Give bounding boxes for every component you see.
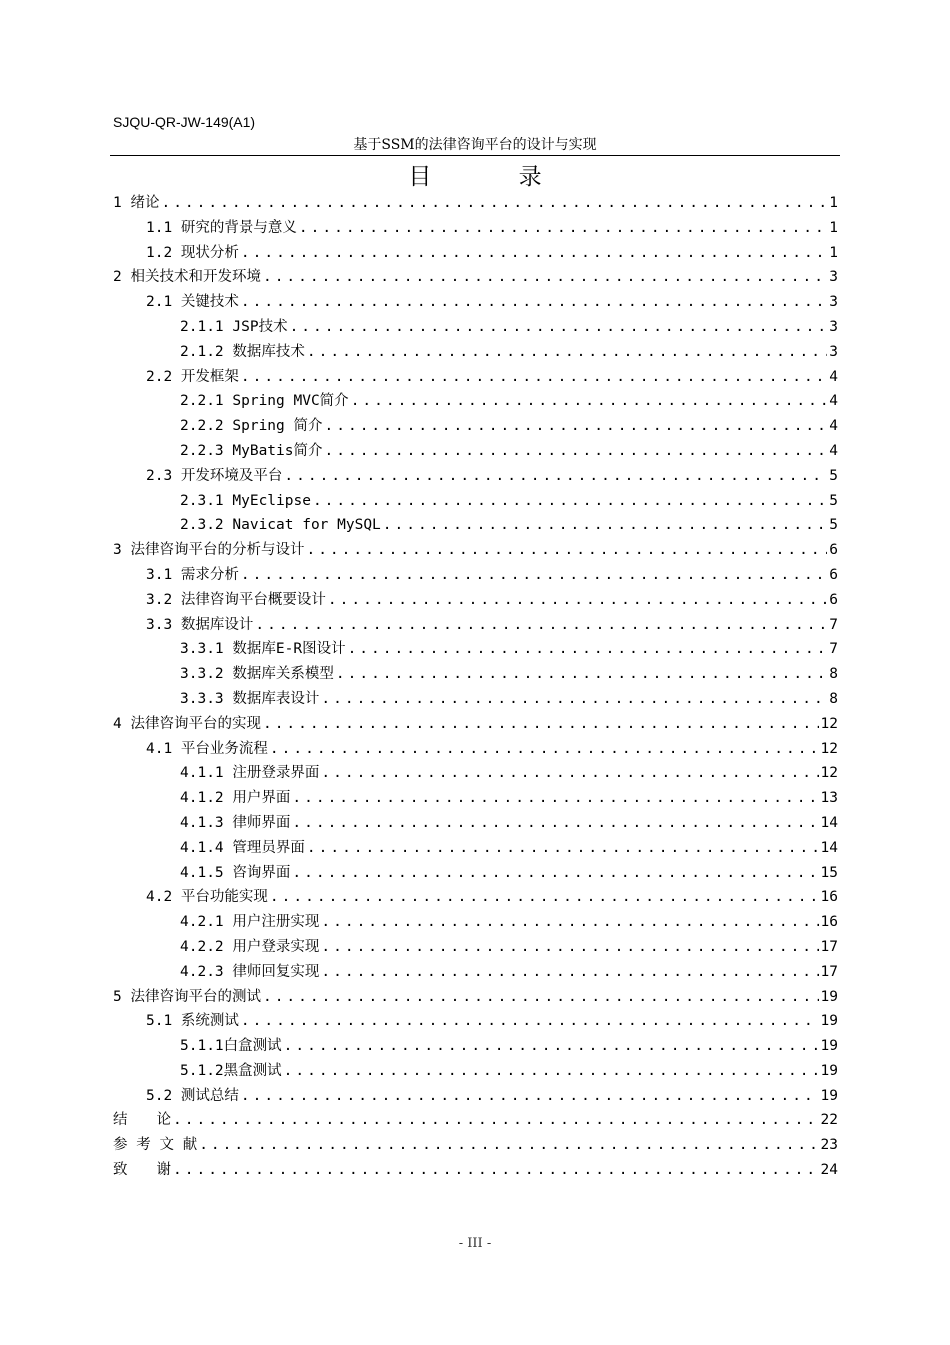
toc-entry-label: 5.1.2黑盒测试 bbox=[180, 1062, 282, 1079]
toc-entry-label: 5.1.1白盒测试 bbox=[180, 1038, 282, 1055]
toc-entry-label: 2.2.2 Spring 简介 bbox=[180, 418, 323, 435]
toc-entry-page: 4 bbox=[829, 368, 838, 385]
toc-entry[interactable] bbox=[113, 613, 838, 638]
toc-dot-leader bbox=[241, 1084, 819, 1109]
toc-entry-label: 4.1.5 咨询界面 bbox=[180, 864, 291, 881]
toc-dot-leader bbox=[299, 216, 827, 241]
toc-dot-leader bbox=[284, 1034, 819, 1059]
toc-entry-page: 6 bbox=[829, 591, 838, 608]
toc-entry-label: 2.1.2 数据库技术 bbox=[180, 343, 305, 360]
toc-entry[interactable] bbox=[113, 1108, 838, 1133]
toc-dot-leader bbox=[321, 761, 818, 786]
toc-entry[interactable] bbox=[113, 687, 838, 712]
toc-dot-leader bbox=[307, 340, 827, 365]
toc-dot-leader bbox=[292, 861, 818, 886]
toc-entry[interactable] bbox=[113, 563, 838, 588]
toc-entry-page: 3 bbox=[829, 318, 838, 335]
toc-entry-page: 19 bbox=[820, 1013, 838, 1030]
toc-dot-leader bbox=[292, 786, 818, 811]
toc-dot-leader bbox=[263, 265, 827, 290]
toc-entry-label: 致 谢 bbox=[113, 1162, 171, 1179]
toc-dot-leader bbox=[173, 1158, 819, 1183]
toc-entry-label: 4.1.3 律师界面 bbox=[180, 814, 291, 831]
toc-entry[interactable] bbox=[113, 786, 838, 811]
toc-entry[interactable] bbox=[113, 1133, 838, 1158]
toc-entry-label: 2.1 关键技术 bbox=[146, 294, 239, 311]
toc-entry-page: 4 bbox=[829, 418, 838, 435]
toc-entry[interactable] bbox=[113, 712, 838, 737]
toc-entry[interactable] bbox=[113, 489, 838, 514]
toc-dot-leader bbox=[263, 712, 819, 737]
toc-dot-leader bbox=[321, 910, 818, 935]
toc-dot-leader bbox=[321, 687, 827, 712]
toc-entry-label: 5.2 测试总结 bbox=[146, 1087, 239, 1104]
toc-entry-label: 3.2 法律咨询平台概要设计 bbox=[146, 591, 326, 608]
toc-entry-label: 2.3 开发环境及平台 bbox=[146, 467, 283, 484]
toc-entry-page: 17 bbox=[820, 938, 838, 955]
toc-entry-label: 3.1 需求分析 bbox=[146, 566, 239, 583]
toc-entry[interactable] bbox=[113, 538, 838, 563]
toc-entry[interactable] bbox=[113, 513, 838, 538]
toc-dot-leader bbox=[270, 737, 819, 762]
toc-entry[interactable] bbox=[113, 1034, 838, 1059]
toc-dot-leader bbox=[173, 1108, 819, 1133]
toc-dot-leader bbox=[255, 613, 827, 638]
toc-dot-leader bbox=[241, 241, 827, 266]
page-number: - III - bbox=[458, 1236, 492, 1251]
toc-dot-leader bbox=[325, 414, 828, 439]
toc-entry[interactable] bbox=[113, 985, 838, 1010]
toc-entry-page: 16 bbox=[820, 914, 838, 931]
toc-entry[interactable] bbox=[113, 885, 838, 910]
toc-entry-page: 1 bbox=[829, 244, 838, 261]
toc-entry[interactable] bbox=[113, 216, 838, 241]
table-of-contents bbox=[113, 191, 838, 1183]
toc-entry-page: 3 bbox=[829, 343, 838, 360]
toc-entry[interactable] bbox=[113, 910, 838, 935]
toc-entry-page: 19 bbox=[820, 1038, 838, 1055]
toc-dot-leader bbox=[348, 637, 828, 662]
toc-entry-page: 1 bbox=[829, 195, 838, 211]
toc-entry[interactable] bbox=[113, 960, 838, 985]
toc-entry-label: 1.2 现状分析 bbox=[146, 244, 239, 261]
toc-entry-label: 3.3.1 数据库E-R图设计 bbox=[180, 641, 346, 658]
toc-dot-leader bbox=[270, 885, 819, 910]
toc-entry-label: 4.2.3 律师回复实现 bbox=[180, 963, 320, 980]
toc-entry-page: 16 bbox=[820, 889, 838, 906]
toc-entry-page: 22 bbox=[820, 1112, 838, 1129]
toc-entry[interactable] bbox=[113, 761, 838, 786]
toc-entry[interactable] bbox=[113, 365, 838, 390]
toc-dot-leader bbox=[199, 1133, 818, 1158]
toc-dot-leader bbox=[241, 290, 827, 315]
toc-dot-leader bbox=[290, 315, 828, 340]
toc-entry[interactable] bbox=[113, 836, 838, 861]
toc-dot-leader bbox=[328, 588, 827, 613]
toc-entry-label: 3.3.2 数据库关系模型 bbox=[180, 666, 334, 683]
toc-dot-leader bbox=[241, 563, 827, 588]
toc-entry-page: 7 bbox=[829, 616, 838, 633]
toc-entry-label: 1.1 研究的背景与意义 bbox=[146, 219, 297, 236]
toc-entry[interactable] bbox=[113, 241, 838, 266]
toc-entry-page: 1 bbox=[829, 219, 838, 236]
toc-entry-page: 17 bbox=[820, 963, 838, 980]
toc-entry-label: 4 法律咨询平台的实现 bbox=[113, 715, 261, 732]
toc-entry-page: 15 bbox=[820, 864, 838, 881]
toc-entry[interactable] bbox=[113, 737, 838, 762]
toc-dot-leader bbox=[321, 935, 818, 960]
toc-entry-label: 2.2.1 Spring MVC简介 bbox=[180, 393, 349, 410]
toc-dot-leader bbox=[161, 191, 827, 216]
toc-entry-page: 12 bbox=[820, 740, 838, 757]
toc-entry-label: 4.2 平台功能实现 bbox=[146, 889, 268, 906]
toc-entry-page: 4 bbox=[829, 442, 838, 459]
toc-entry[interactable] bbox=[113, 1059, 838, 1084]
toc-entry[interactable] bbox=[113, 1158, 838, 1183]
toc-entry-label: 4.1 平台业务流程 bbox=[146, 740, 268, 757]
toc-entry-page: 19 bbox=[820, 1087, 838, 1104]
toc-entry-label: 2.3.2 Navicat for MySQL bbox=[180, 517, 381, 534]
toc-entry[interactable] bbox=[113, 414, 838, 439]
toc-dot-leader bbox=[325, 439, 828, 464]
toc-dot-leader bbox=[284, 464, 827, 489]
toc-entry[interactable] bbox=[113, 1009, 838, 1034]
document-code: SJQU-QR-JW-149(A1) bbox=[113, 114, 256, 130]
toc-entry[interactable] bbox=[113, 637, 838, 662]
toc-dot-leader bbox=[292, 811, 818, 836]
toc-entry[interactable] bbox=[113, 315, 838, 340]
toc-entry-page: 6 bbox=[829, 566, 838, 583]
toc-dot-leader bbox=[351, 389, 828, 414]
toc-entry-page: 4 bbox=[829, 393, 838, 410]
toc-entry[interactable] bbox=[113, 662, 838, 687]
toc-entry-page: 14 bbox=[820, 839, 838, 856]
toc-entry-label: 2.1.1 JSP技术 bbox=[180, 318, 288, 335]
toc-entry[interactable] bbox=[113, 290, 838, 315]
toc-entry-label: 参 考 文 献 bbox=[113, 1137, 198, 1154]
toc-entry-page: 19 bbox=[820, 1062, 838, 1079]
header-divider bbox=[110, 155, 840, 156]
toc-entry[interactable] bbox=[113, 464, 838, 489]
toc-dot-leader bbox=[306, 538, 827, 563]
toc-dot-leader bbox=[241, 365, 827, 390]
toc-entry[interactable] bbox=[113, 811, 838, 836]
toc-entry-page: 19 bbox=[820, 988, 838, 1005]
toc-entry[interactable] bbox=[113, 439, 838, 464]
toc-entry-page: 8 bbox=[829, 666, 838, 683]
toc-entry[interactable] bbox=[113, 265, 838, 290]
toc-dot-leader bbox=[313, 489, 827, 514]
toc-entry-label: 2.2.3 MyBatis简介 bbox=[180, 442, 323, 459]
toc-entry[interactable] bbox=[113, 935, 838, 960]
toc-entry[interactable] bbox=[113, 861, 838, 886]
toc-entry-page: 12 bbox=[820, 715, 838, 732]
toc-dot-leader bbox=[307, 836, 819, 861]
toc-entry-label: 3 法律咨询平台的分析与设计 bbox=[113, 542, 305, 559]
toc-entry-page: 5 bbox=[829, 467, 838, 484]
toc-entry-label: 4.2.2 用户登录实现 bbox=[180, 938, 320, 955]
toc-entry-page: 6 bbox=[829, 542, 838, 559]
toc-entry[interactable] bbox=[113, 1084, 838, 1109]
toc-entry-label: 4.1.1 注册登录界面 bbox=[180, 765, 320, 782]
toc-entry-page: 7 bbox=[829, 641, 838, 658]
toc-entry-label: 5.1 系统测试 bbox=[146, 1013, 239, 1030]
toc-entry-label: 2.3.1 MyEclipse bbox=[180, 492, 311, 509]
toc-entry-page: 3 bbox=[829, 269, 838, 286]
toc-entry-page: 23 bbox=[820, 1137, 838, 1154]
toc-entry-page: 8 bbox=[829, 690, 838, 707]
toc-entry-label: 4.2.1 用户注册实现 bbox=[180, 914, 320, 931]
toc-entry-label: 2.2 开发框架 bbox=[146, 368, 239, 385]
toc-entry-page: 24 bbox=[820, 1162, 838, 1179]
toc-entry-label: 1 绪论 bbox=[113, 195, 160, 211]
running-header-title: 基于SSM的法律咨询平台的设计与实现 bbox=[353, 137, 597, 153]
toc-entry-label: 3.3 数据库设计 bbox=[146, 616, 254, 633]
toc-entry-page: 12 bbox=[820, 765, 838, 782]
toc-dot-leader bbox=[321, 960, 818, 985]
toc-entry[interactable] bbox=[113, 588, 838, 613]
toc-entry-label: 2 相关技术和开发环境 bbox=[113, 269, 261, 286]
toc-entry[interactable] bbox=[113, 389, 838, 414]
toc-entry-page: 5 bbox=[829, 492, 838, 509]
toc-dot-leader bbox=[263, 985, 819, 1010]
toc-dot-leader bbox=[383, 513, 827, 538]
toc-entry-label: 结 论 bbox=[113, 1112, 171, 1129]
toc-entry-label: 3.3.3 数据库表设计 bbox=[180, 690, 320, 707]
toc-dot-leader bbox=[284, 1059, 819, 1084]
toc-entry-page: 13 bbox=[820, 790, 838, 807]
toc-entry-label: 4.1.2 用户界面 bbox=[180, 790, 291, 807]
toc-dot-leader bbox=[241, 1009, 819, 1034]
toc-entry[interactable] bbox=[113, 191, 838, 216]
toc-entry-label: 5 法律咨询平台的测试 bbox=[113, 988, 261, 1005]
toc-title: 目 录 bbox=[408, 164, 582, 190]
toc-entry-page: 3 bbox=[829, 294, 838, 311]
toc-entry-page: 5 bbox=[829, 517, 838, 534]
toc-entry-label: 4.1.4 管理员界面 bbox=[180, 839, 305, 856]
toc-entry[interactable] bbox=[113, 340, 838, 365]
toc-entry-page: 14 bbox=[820, 814, 838, 831]
toc-dot-leader bbox=[336, 662, 827, 687]
